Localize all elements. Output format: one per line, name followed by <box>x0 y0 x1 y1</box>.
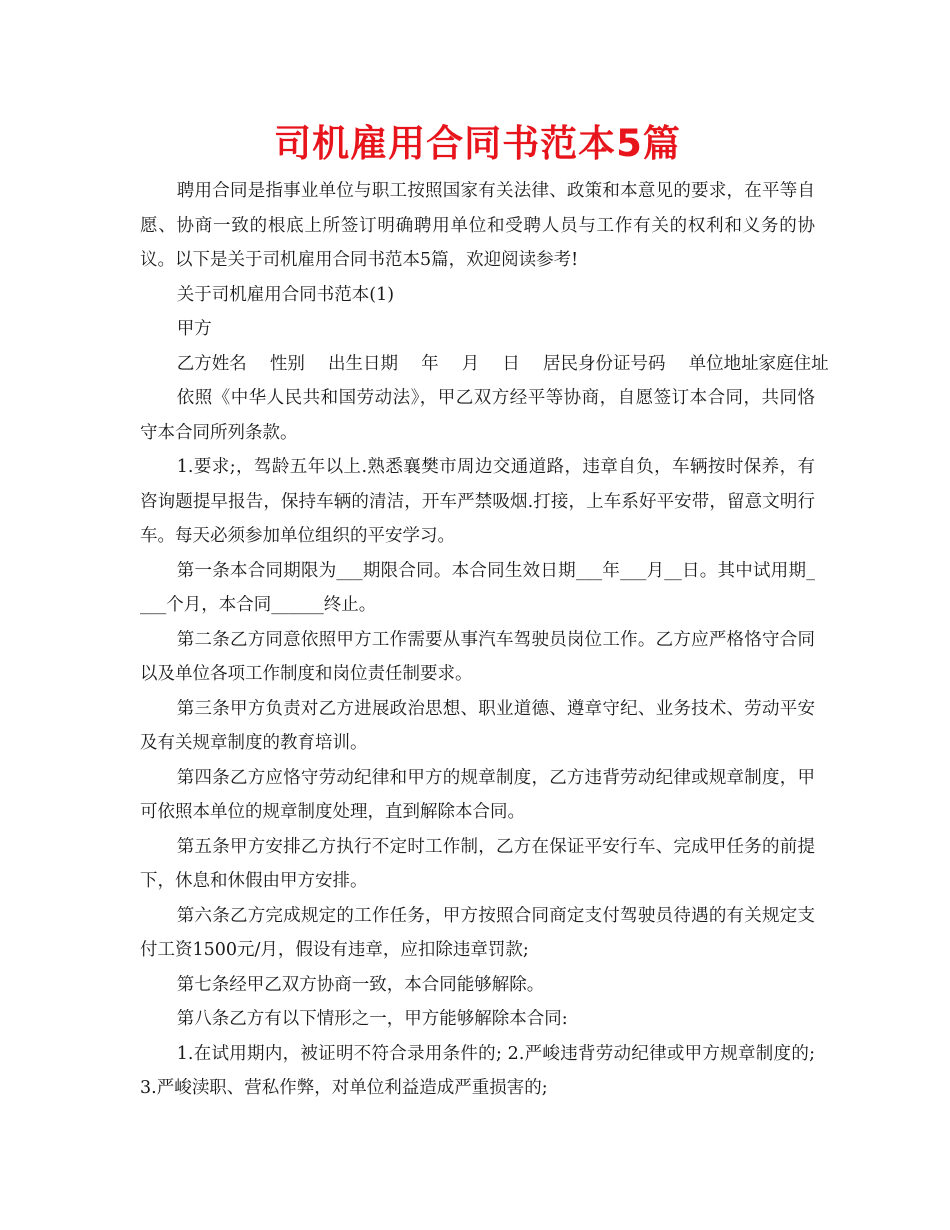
article-6: 第六条乙方完成规定的工作任务，甲方按照合同商定支付驾驶员待遇的有关规定支付工资1500元/月，假设有违章，应扣除违章罚款; <box>140 905 815 960</box>
requirements-paragraph: 1.要求;，驾龄五年以上.熟悉襄樊市周边交通道路，违章自负，车辆按时保养，有咨询题提早报告，保持车辆的清洁，开车严禁吸烟.打接，上车系好平安带，留意文明行车。每天必须参加单位组织的平安学习。 <box>140 457 815 546</box>
party-a-line: 甲方 <box>176 319 212 339</box>
section-heading: 关于司机雇用合同书范本(1) <box>176 284 395 305</box>
document-title: 司机雇用合同书范本5篇 <box>274 122 681 165</box>
article-5: 第五条甲方安排乙方执行不定时工作制，乙方在保证平安行车、完成甲任务的前提下，休息和休假由甲方安排。 <box>140 836 815 891</box>
article-3: 第三条甲方负责对乙方进展政治思想、职业道德、遵章守纪、业务技术、劳动平安及有关规章制度的教育培训。 <box>140 698 815 753</box>
preamble-paragraph: 依照《中华人民共和国劳动法》，甲乙双方经平等协商，自愿签订本合同，共同恪守本合同所列条款。 <box>140 388 815 443</box>
article-2: 第二条乙方同意依照甲方工作需要从事汽车驾驶员岗位工作。乙方应严格恪守合同以及单位各项工作制度和岗位责任制要求。 <box>140 629 815 684</box>
article-4: 第四条乙方应恪守劳动纪律和甲方的规章制度，乙方违背劳动纪律或规章制度，甲可依照本单位的规章制度处理，直到解除本合同。 <box>140 767 815 822</box>
article-8-items: 1.在试用期内，被证明不符合录用条件的; 2.严峻违背劳动纪律或甲方规章制度的;3.严峻渎职、营私作弊，对单位利益造成严重损害的; <box>140 1043 815 1098</box>
party-b-fields-line: 乙方姓名 性别 出生日期 年 月 日 居民身份证号码 单位地址家庭住址 <box>176 353 829 374</box>
article-7: 第七条经甲乙双方协商一致，本合同能够解除。 <box>176 974 545 995</box>
article-8: 第八条乙方有以下情形之一，甲方能够解除本合同: <box>176 1009 568 1029</box>
intro-paragraph: 聘用合同是指事业单位与职工按照国家有关法律、政策和本意见的要求，在平等自愿、协商一致的根底上所签订明确聘用单位和受聘人员与工作有关的权利和义务的协议。以下是关于司机雇用合同书范本5篇，欢迎阅读参考! <box>140 181 815 270</box>
article-1: 第一条本合同期限为___期限合同。本合同生效日期___年___月__日。其中试用期____个月，本合同______终止。 <box>140 560 815 615</box>
